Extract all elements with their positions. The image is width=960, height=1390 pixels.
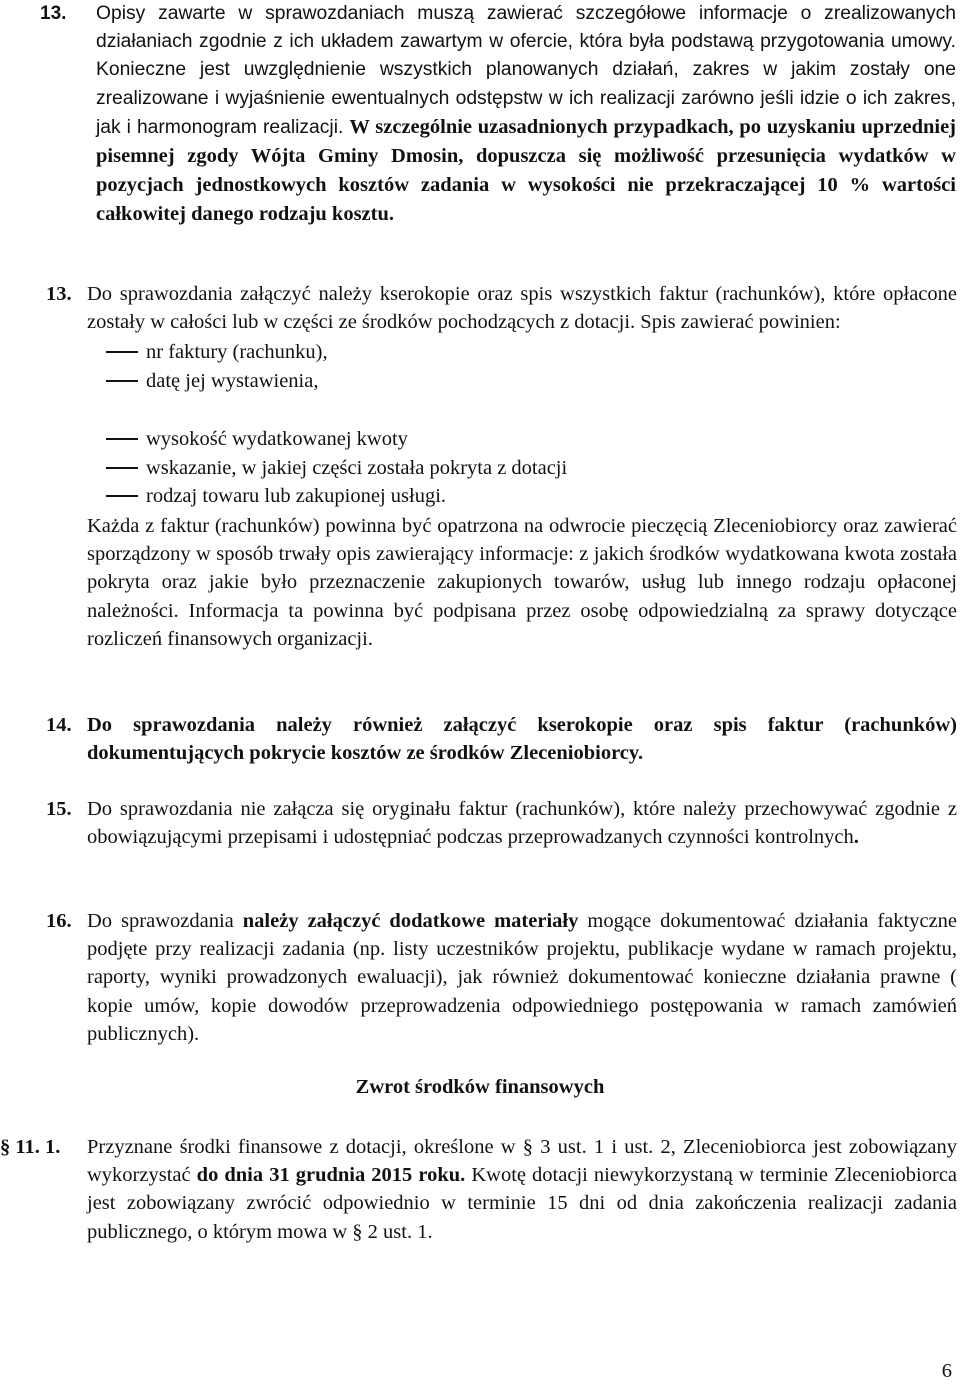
section-11 bbox=[87, 1133, 957, 1246]
section-11-bold: do dnia 31 grudnia 2015 roku. bbox=[196, 1164, 466, 1187]
paragraph-15 bbox=[87, 795, 957, 851]
list-item: wysokość wydatkowanej kwoty bbox=[106, 425, 408, 453]
dash-bullet-icon bbox=[106, 351, 138, 353]
paragraph-13b-text: Do sprawozdania załączyć należy kserokopie oraz spis wszystkich faktur (rachunków), które opłacone zostały w całości lub w części ze środków pochodzących z dotacji. Spis zawierać powinien: bbox=[87, 283, 957, 334]
list-item: wskazanie, w jakiej części została pokryta z dotacji bbox=[106, 454, 567, 482]
paragraph-14-text: Do sprawozdania należy również załączyć kserokopie oraz spis faktur (rachunków) dokumentujących pokrycie kosztów ze środków Zleceniobiorcy. bbox=[87, 714, 957, 765]
paragraph-13b-after: Każda z faktur (rachunków) powinna być opatrzona na odwrocie pieczęcią Zleceniobiorcy oraz zawierać sporządzony w sposób trwały opis zawierający informacje: z jakich środków wydatkowana kwota została pokryta oraz jakie było przeznaczenie zakupionych towarów, usług lub innego rodzaju opłaconej należności. Informacja ta powinna być podpisana przez osobę odpowiedzialną za sprawy dotyczące rozliczeń finansowych organizacji. bbox=[87, 515, 957, 650]
paragraph-16 bbox=[87, 907, 957, 1048]
section-11-pre: Przyznane środki finansowe z dotacji, określone w § 3 ust. 1 i ust. 2, Zleceniobiorca jest zobowiązany wykorzystać bbox=[87, 1136, 957, 1187]
paragraph-13a-number: 13. bbox=[40, 3, 67, 24]
list-item: rodzaj towaru lub zakupionej usługi. bbox=[106, 482, 446, 510]
dash-bullet-icon bbox=[106, 380, 138, 382]
paragraph-13b-number: 13. bbox=[46, 283, 72, 305]
paragraph-16-number: 16. bbox=[46, 910, 72, 932]
section-heading: Zwrot środków finansowych bbox=[355, 1076, 605, 1098]
dash-bullet-icon bbox=[106, 438, 138, 440]
dash-bullet-icon bbox=[106, 467, 138, 469]
paragraph-13a bbox=[96, 0, 956, 230]
paragraph-16-bold: należy załączyć dodatkowe materiały bbox=[242, 910, 579, 932]
dash-bullet-icon bbox=[106, 495, 138, 497]
list-item: datę jej wystawienia, bbox=[106, 367, 318, 395]
paragraph-13a-text: Opisy zawarte w sprawozdaniach muszą zawierać szczegółowe informacje o zrealizowanych działaniach zgodnie z ich układem zawartym w ofercie, która była podstawą przygotowania umowy. Konieczne jest uwzględnienie wszystkich planowanych działań, zakres w jakim zostały one zrealizowane i wyjaśnienie ewentualnych odstępstw w ich realizacji zarówno jeśli idzie o ich zakres, jak i harmonogram realizacji. bbox=[96, 3, 956, 138]
paragraph-14-number: 14. bbox=[46, 714, 72, 736]
list-item: nr faktury (rachunku), bbox=[106, 338, 328, 366]
page-number: 6 bbox=[941, 1360, 952, 1382]
paragraph-15-end: . bbox=[853, 826, 859, 849]
paragraph-13a-bold: W szczególnie uzasadnionych przypadkach, po uzyskaniu uprzedniej pisemnej zgody Wójta Gminy Dmosin, dopuszcza się możliwość przesunięcia wydatków w pozycjach jednostkowych kosztów zadania w wysokości nie przekraczającej 10 % wartości całkowitej danego rodzaju kosztu. bbox=[96, 115, 956, 226]
paragraph-15-number: 15. bbox=[46, 798, 72, 820]
paragraph-15-text: Do sprawozdania nie załącza się oryginału faktur (rachunków), które należy przechowywać zgodnie z obowiązującymi przepisami i udostępniać podczas przeprowadzanych czynności kontrolnych bbox=[87, 798, 957, 849]
section-11-number: § 11. 1. bbox=[0, 1136, 61, 1158]
paragraph-16-post: mogące dokumentować działania faktyczne podjęte przy realizacji zadania (np. listy uczestników projektu, publikacje wydane w ramach projektu, raporty, wyniki prowadzonych ewaluacji), jak również dokumentować konieczne działania prawne ( kopie umów, kopie dowodów przeprowadzenia odpowiedniego postępowania w ramach zamówień publicznych). bbox=[87, 910, 958, 1045]
section-11-post: Kwotę dotacji niewykorzystaną w terminie Zleceniobiorca jest zobowiązany zwrócić odpowiednio w terminie 15 dni od dnia zakończenia realizacji zadania publicznego, o którym mowa w § 2 ust. 1. bbox=[87, 1164, 958, 1243]
paragraph-16-pre: Do sprawozdania bbox=[87, 910, 234, 932]
